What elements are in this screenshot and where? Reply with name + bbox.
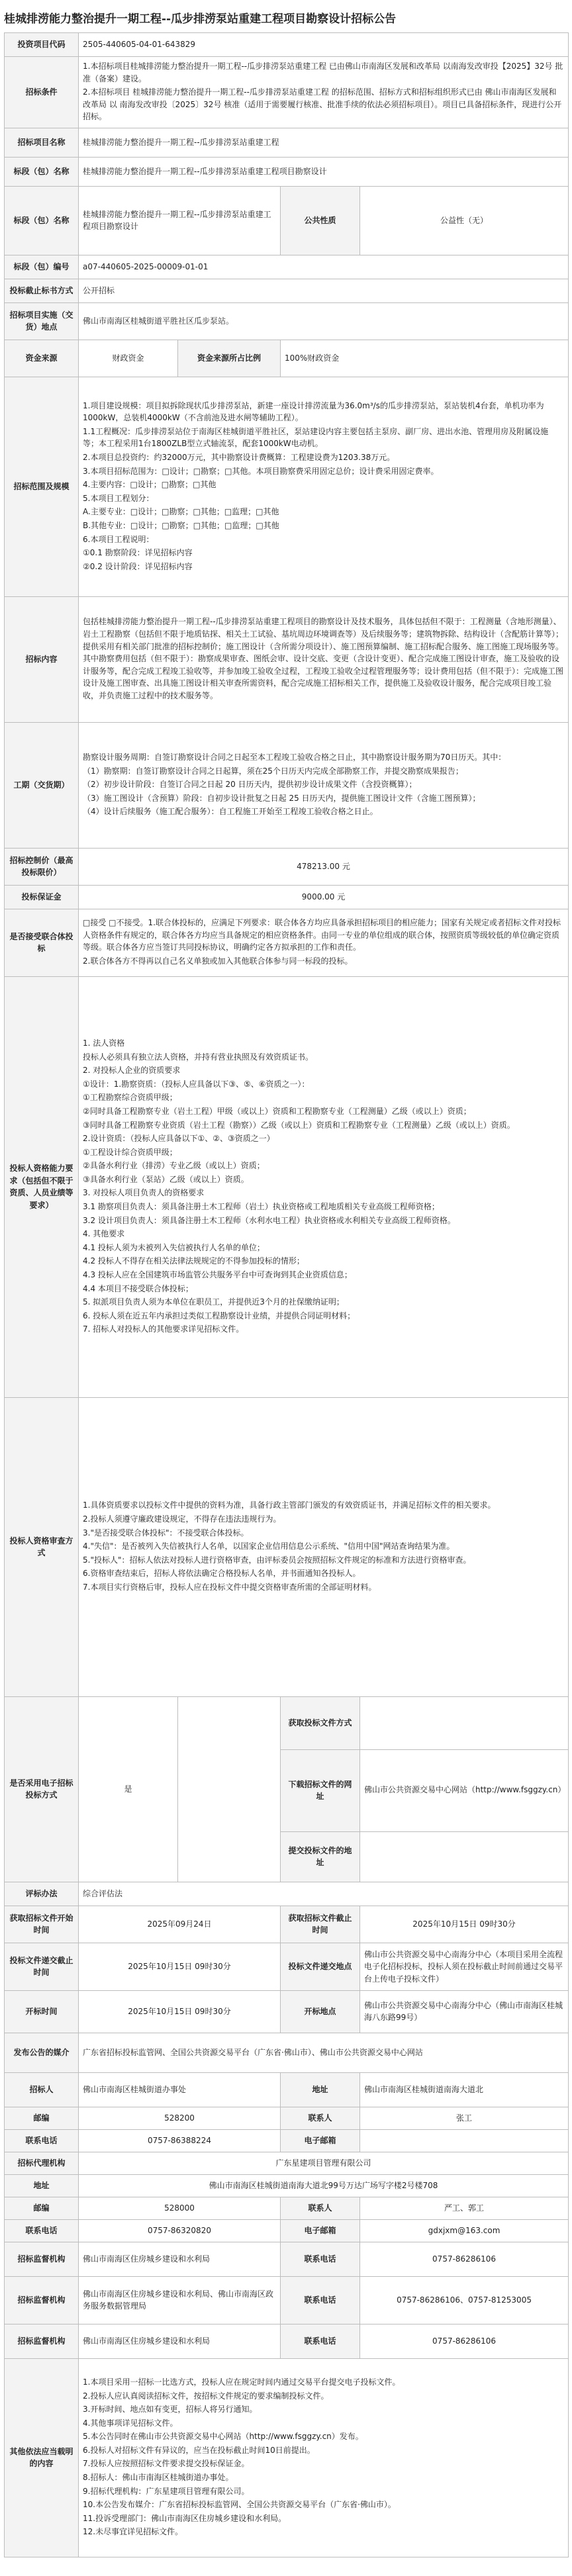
tenderer-email-value <box>360 2129 569 2152</box>
tender-method-label: 投标截止标书方式 <box>5 279 79 302</box>
scope-line: A.主要专业：□设计；□勘察；□其他；□监理；□其他 <box>83 507 279 517</box>
location-label: 招标项目实施（交货）地点 <box>5 302 79 340</box>
qualification-line: 3.1 勘察项目负责人：须具备注册土木工程师（岩土）执业资格或工程地质相关专业高级工程师资格； <box>83 1202 440 1212</box>
qualification-line: 3.2 设计项目负责人：须具备注册土木工程师（水利水电工程）执业资格或水利相关专业高级工程师资格。 <box>83 1215 455 1225</box>
section-name2-label: 标段（包）名称 <box>5 186 79 255</box>
tenderer-phone-value: 0757-86388224 <box>79 2129 281 2152</box>
project-name-value: 桂城排涝能力整治提升一期工程--瓜步排涝泵站重建工程 <box>79 128 569 157</box>
e-bid-blank <box>178 1696 281 1882</box>
tender-condition-line: 2.本招标项目 桂城排涝能力整治提升一期工程--瓜步排涝泵站重建工程 的招标范围、招标方式和招标组织形式已由 佛山市南海区发展和改革局 以 南海发改审投〔2025〕32号 核准（适用于需要履行核准、批准手续的依法必须招标项目）。项目已具备招标条件，现进行公开招标。 <box>83 87 562 122</box>
agency-label: 招标代理机构 <box>5 2152 79 2174</box>
scope-line: ①0.1 勘察阶段：详见招标内容 <box>83 548 193 558</box>
other-line: 2.投标人应认真阅读招标文件，按招标文件规定的要求编制投标文件。 <box>83 2391 329 2401</box>
tender-condition-line: 1.本招标项目桂城排涝能力整治提升一期工程--瓜步排涝泵站重建工程 已由佛山市南海区发展和改革局 以南海发改审投【2025】32号 批准（备案）建设。 <box>83 62 563 83</box>
scope-line: ②0.2 设计阶段：详见招标内容 <box>83 561 193 571</box>
row-fund <box>5 340 569 377</box>
evaluation-line: 6.资格审查结束后，招标人将依法确定合格投标人名单，并书面通知各投标人。 <box>83 1569 361 1579</box>
consortium-line: 2.联合体各方不得再以自己名义单独或加入其他联合体参与同一标段的投标。 <box>83 956 353 966</box>
section-code-label: 标段（包）编号 <box>5 255 79 279</box>
media-label: 发布公告的媒介 <box>5 2033 79 2072</box>
section-code-value: a07-440605-2025-00009-01-01 <box>79 255 569 279</box>
row-project-code <box>5 33 569 57</box>
evaluation-line: 3."是否接受联合体投标"：不接受联合体投标。 <box>83 1528 249 1538</box>
doc-end-value: 2025年10月15日 09时30分 <box>360 1906 569 1943</box>
submit-time-value: 2025年10月15日 09时30分 <box>79 1943 281 1990</box>
qualification-line: 4.2 投标人不得存在相关法律法规规定的不得参加投标的情形； <box>83 1256 305 1266</box>
evaluation-line: 5."投标人"：招标人依法对投标人进行资格审查，由评标委员会按照招标文件规定的标准和方法进行资格审查。 <box>83 1555 471 1565</box>
qualification-line: ②具备水利行业（排涝）专业乙级（或以上）资质； <box>83 1161 265 1171</box>
row-submit-time <box>5 1943 569 1990</box>
public-service-label: 公共性质 <box>281 186 360 255</box>
deposit-label: 投标保证金 <box>5 885 79 909</box>
supervisor3-label: 招标监督机构 <box>5 2324 79 2358</box>
qualification-line: 4.1 投标人须为未被列入失信被执行人名单的单位； <box>83 1242 265 1252</box>
agency-value: 广东星建项目管理有限公司 <box>79 2152 569 2174</box>
tender-conditions-value <box>79 57 569 128</box>
agency-email-label: 电子邮箱 <box>281 2219 360 2242</box>
supervisor3-phone-value: 0757-86286106 <box>360 2324 569 2358</box>
scope-label: 招标范围及规模 <box>5 377 79 596</box>
row-consortium <box>5 909 569 976</box>
schedule-line: （1）勘察期：自签订勘察设计合同之日起算，须在25个日历天内完成全部勘察工作，并提交勘察成果报告； <box>83 766 463 776</box>
scope-line: 4.主要内容：□设计；□勘察；□其他 <box>83 480 216 490</box>
qualification-line: 4.4 本项目不接受联合体投标； <box>83 1283 193 1293</box>
open-place-value: 佛山市公共资源交易中心南海分中心（佛山市南海区桂城海八东路99号） <box>360 1990 569 2033</box>
agency-zip-value: 528000 <box>79 2197 281 2219</box>
consortium-value <box>79 909 569 976</box>
row-qualifications <box>5 976 569 1397</box>
tenderer-zip-label: 邮编 <box>5 2107 79 2129</box>
row-evaluation <box>5 1397 569 1696</box>
scope-line: 1.项目建设规模：项目拟拆除现状瓜步排涝泵站，新建一座设计排涝流量为36.0m³/s的瓜步排涝泵站，泵站装机4台套，单机功率为1000kW，总装机4000kW（不含前池及进水闸等辅助工程）。 <box>83 400 544 423</box>
other-line: 9.招标代理机构：广东星建项目管理有限公司。 <box>83 2486 250 2496</box>
row-agency <box>5 2152 569 2174</box>
other-value <box>79 2358 569 2557</box>
fund-value: 财政资金 <box>79 340 178 377</box>
location-value: 佛山市南海区桂城街道平胜社区瓜步泵站。 <box>79 302 569 340</box>
tenderer-contact-value: 张工 <box>360 2107 569 2129</box>
qualification-line: 7. 招标人对投标人的其他要求详见招标文件。 <box>83 1324 244 1334</box>
doc-start-label: 获取招标文件开始时间 <box>5 1906 79 1943</box>
doc-start-value: 2025年09月24日 <box>79 1906 281 1943</box>
section-name-value: 桂城排涝能力整治提升一期工程--瓜步排涝泵站重建工程项目勘察设计 <box>79 157 569 186</box>
row-tenderer <box>5 2072 569 2107</box>
tender-method-value: 公开招标 <box>79 279 569 302</box>
evaluation-line: 4."失信"：是否被列入失信被执行人名单，以国家企业信用信息公示系统、"信用中国"网站查询结果为准。 <box>83 1541 455 1551</box>
open-place-label: 开标地点 <box>281 1990 360 2033</box>
tenderer-value: 佛山市南海区桂城街道办事处 <box>79 2072 281 2107</box>
e-bid-label: 是否采用电子招标投标方式 <box>5 1696 79 1882</box>
qualification-line: 2. 对投标人企业的资质要求 <box>83 1066 181 1076</box>
review-method-label: 评标办法 <box>5 1882 79 1906</box>
qualifications-label: 投标人资格能力要求（包括但不限于资质、人员业绩等要求） <box>5 976 79 1397</box>
tenderer-addr-value: 佛山市南海区桂城街道南海大道北 <box>360 2072 569 2107</box>
row-tenderer-zip <box>5 2107 569 2129</box>
qualification-line: 4.3 投标人应在全国建筑市场监管公共服务平台中可查询到其企业资质信息； <box>83 1270 352 1280</box>
row-schedule <box>5 722 569 848</box>
supervisor2-label: 招标监督机构 <box>5 2276 79 2324</box>
agency-phone-value: 0757-86320820 <box>79 2219 281 2242</box>
other-line: 12.未尽事宜详见招标文件。 <box>83 2527 183 2537</box>
scope-value <box>79 377 569 596</box>
page-title: 桂城排涝能力整治提升一期工程--瓜步排涝泵站重建工程项目勘察设计招标公告 <box>4 13 397 26</box>
scope-line: B.其他专业：□设计；□勘察；□其他；□监理；□其他 <box>83 520 279 530</box>
open-time-value: 2025年10月15日 09时30分 <box>79 1990 281 2033</box>
agency-addr-label: 地址 <box>5 2174 79 2197</box>
tender-conditions-label: 招标条件 <box>5 57 79 128</box>
row-review-method <box>5 1882 569 1906</box>
review-method-value: 综合评估法 <box>79 1882 569 1906</box>
fund-ratio-label: 资金来源所占比例 <box>178 340 281 377</box>
e-bid-platform-line: 佛山市公共资源交易中心网站（http://www.fsggzy.cn） <box>364 1785 566 1795</box>
other-line: 1.本项目采用一招标一比选方式，投标人应在规定时间内通过交易平台提交电子投标文件。 <box>83 2377 401 2387</box>
schedule-line: （3）施工图设计（含预算）阶段：自初步设计批复之日起 25 日历天内，提供施工图设计文件（含施工图预算）； <box>83 793 481 803</box>
qualification-line: 6. 投标人须在近五年内承担过类似工程勘察设计业绩，并提供合同证明材料； <box>83 1311 356 1320</box>
row-section-name <box>5 157 569 186</box>
consortium-label: 是否接受联合体投标 <box>5 909 79 976</box>
control-price-value: 478213.00 元 <box>79 848 569 885</box>
doc-end-label: 获取招标文件截止时间 <box>281 1906 360 1943</box>
row-supervisor-2 <box>5 2276 569 2324</box>
row-other <box>5 2358 569 2557</box>
qualification-line: 2.设计资质：（投标人应具备以下①、②、③资质之一） <box>83 1134 275 1144</box>
other-line: 5.本公告同时在佛山市公共资源交易中心网站（http://www.fsggzy.cn）发布。 <box>83 2432 363 2442</box>
submit-time-label: 投标文件递交截止时间 <box>5 1943 79 1990</box>
evaluation-value <box>79 1397 569 1696</box>
qualification-line: ②同时具备工程勘察专业（岩土工程）甲级（或以上）资质和工程勘察专业（工程测量）乙级（或以上）资质； <box>83 1106 471 1116</box>
row-deposit <box>5 885 569 909</box>
control-price-label: 招标控制价（最高投标限价） <box>5 848 79 885</box>
qualification-line: ①设计：1.勘察资质：（投标人应具备以下③、⑤、⑥资质之一）： <box>83 1079 310 1089</box>
media-value: 广东省招标投标监管网、全国公共资源交易平台（广东省·佛山市）、佛山市公共资源交易中心网站 <box>79 2033 569 2072</box>
other-line: 10.本公告发布媒介：广东省招标投标监管网、全国公共资源交易平台（广东省·佛山市）。 <box>83 2500 396 2510</box>
consortium-line: □接受 □不接受。1.联合体投标的，应满足下列要求：联合体各方均应具备承担招标项目的相应能力；国家有关规定或者招标文件对投标人资格条件有规定的，联合体各方均应当具备规定的相应资格条件。由同一专业的单位组成的联合体，按照资质等级较低的单位确定资质等级。联合体各方应当签订共同投标协议，明确约定各方拟承担的工作和责任。 <box>83 918 561 952</box>
row-control-price <box>5 848 569 885</box>
scope-line: 6.本项目工程说明： <box>83 534 154 544</box>
row-scope <box>5 377 569 596</box>
row-supervisor-3 <box>5 2324 569 2358</box>
section-name-label: 标段（包）名称 <box>5 157 79 186</box>
qualification-line: ①工程勘察综合资质甲级； <box>83 1093 177 1103</box>
qualification-line: 投标人必须具有独立法人资格，并持有营业执照及有效资质证书。 <box>83 1052 314 1062</box>
schedule-label: 工期（交货期） <box>5 722 79 848</box>
tenderer-addr-label: 地址 <box>281 2072 360 2107</box>
tenderer-label: 招标人 <box>5 2072 79 2107</box>
qualification-line: 3. 对投标人项目负责人的资格要求 <box>83 1188 205 1198</box>
agency-addr-value: 佛山市南海区桂城街道南海大道北99号万达广场写字楼2号楼708 <box>79 2174 569 2197</box>
schedule-value <box>79 722 569 848</box>
scope-line: 2.本项目总投资约：约32000万元，其中勘察设计费概算：工程建设费为1203.38万元。 <box>83 452 395 462</box>
schedule-line: （2）初步设计阶段：自签订合同之日起 20 日历天内，提供初步设计成果文件（含投资概算）； <box>83 780 417 790</box>
supervisor1-label: 招标监督机构 <box>5 2242 79 2276</box>
content-label: 招标内容 <box>5 596 79 722</box>
agency-email-value: gdxjxm@163.com <box>360 2219 569 2242</box>
e-bid-tool-label: 获取投标文件方式 <box>281 1696 360 1749</box>
supervisor1-value: 佛山市南海区住房城乡建设和水利局 <box>79 2242 281 2276</box>
qualification-line: 5. 拟派项目负责人须为本单位在职员工，并提供近3个月的社保缴纳证明； <box>83 1297 344 1307</box>
supervisor1-phone-value: 0757-86286106 <box>360 2242 569 2276</box>
supervisor2-value: 佛山市南海区住房城乡建设和水利局、佛山市南海区政务服务数据管理局 <box>79 2276 281 2324</box>
fund-label: 资金来源 <box>5 340 79 377</box>
public-service-value: 公益性（无） <box>360 186 569 255</box>
row-content <box>5 596 569 722</box>
tenderer-zip-value: 528200 <box>79 2107 281 2129</box>
other-line: 8.招标人：佛山市南海区桂城街道办事处。 <box>83 2473 234 2483</box>
agency-phone-label: 联系电话 <box>5 2219 79 2242</box>
evaluation-line: 1.具体资质要求以投标文件中提供的资料为准，具备行政主管部门颁发的有效资质证书，并满足招标文件的相关要求。 <box>83 1500 496 1510</box>
row-section-public <box>5 186 569 255</box>
qualification-line: ③同时具备工程勘察专业资质（岩土工程（勘察））乙级（或以上）资质和工程勘察专业（工程测量）乙级（或以上）资质。 <box>83 1120 515 1130</box>
deposit-value: 9000.00 元 <box>79 885 569 909</box>
submit-place-value: 佛山市公共资源交易中心南海分中心（本项目采用全流程电子化招标投标，投标人须在投标截止时间前通过交易平台上传电子投标文件） <box>360 1943 569 1990</box>
project-code-label: 投资项目代码 <box>5 33 79 57</box>
e-bid-value: 是 <box>79 1696 178 1882</box>
schedule-line: （4）设计后续服务（施工配合服务）：自工程施工开始至工程竣工验收合格之日止。 <box>83 807 378 817</box>
e-bid-submit-label: 提交投标文件的地址 <box>281 1831 360 1882</box>
announcement-table <box>4 32 569 2557</box>
agency-zip-label: 邮编 <box>5 2197 79 2219</box>
tenderer-phone-label: 联系电话 <box>5 2129 79 2152</box>
row-location <box>5 302 569 340</box>
tenderer-email-label: 电子邮箱 <box>281 2129 360 2152</box>
row-project-name <box>5 128 569 157</box>
qualification-line: ①工程设计综合资质甲级； <box>83 1147 177 1157</box>
e-bid-submit-value <box>360 1831 569 1882</box>
row-section-code <box>5 255 569 279</box>
content-line: 包括桂城排涝能力整治提升一期工程--瓜步排涝泵站重建工程项目的勘察设计及技术服务，具体包括但不限于：工程测量（含地形测量）、岩土工程勘察（包括但不限于地质钻探、相关土工试验、基坑周边环境调查等）及后续服务等；建筑物拆除、结构设计（含配筋计算等）；提供采用有相关部门批准的招标控制价；施工图设计（含所需分项设计）、施工图预算编制、施工招标配合服务、施工图施工现场服务等。其中勘察费用包括（但不限于）：勘察成果审查、图纸会审、设计交底、变更（含设计变更）、配合完成施工图设计审查，施工及验收的设计服务等，配合完成工程竣工验收等，并参加竣工验收全过程，工程竣工验收全过程管理服务等；设计费用包括（但不限于）：完成施工图设计及施工图审查、出具施工图设计相关审查所需资料，配合完成施工招标相关工作，提供施工及验收设计服务，配合完成项目竣工验收，并负责施工过程中的技术服务等。 <box>83 617 564 700</box>
row-open-time <box>5 1990 569 2033</box>
row-tenderer-phone <box>5 2129 569 2152</box>
evaluation-line: 7.本项目实行资格后审，投标人应在投标文件中提交资格审查所需的全部证明材料。 <box>83 1582 377 1592</box>
project-name-label: 招标项目名称 <box>5 128 79 157</box>
row-doc-time <box>5 1906 569 1943</box>
supervisor3-value: 佛山市南海区住房城乡建设和水利局 <box>79 2324 281 2358</box>
row-agency-phone <box>5 2219 569 2242</box>
qualification-line: 1. 法人资格 <box>83 1038 125 1048</box>
supervisor2-phone-value: 0757-86286106、0757-81253005 <box>360 2276 569 2324</box>
supervisor3-phone-label: 联系电话 <box>281 2324 360 2358</box>
row-tender-method <box>5 279 569 302</box>
row-media <box>5 2033 569 2072</box>
section-name2-value: 桂城排涝能力整治提升一期工程--瓜步排涝泵站重建工程项目勘察设计 <box>79 186 281 255</box>
e-bid-platform-label: 下载招标文件的网址 <box>281 1749 360 1831</box>
content-value <box>79 596 569 722</box>
evaluation-line: 2.投标人须遵守廉政建设规定，不得存在违法违规行为。 <box>83 1514 281 1524</box>
project-code-value: 2505-440605-04-01-643829 <box>79 33 569 57</box>
row-supervisor-1 <box>5 2242 569 2276</box>
row-tender-conditions <box>5 57 569 128</box>
schedule-line: 勘察设计服务周期：自签订勘察设计合同之日起至本工程竣工验收合格之日止，其中勘察设计服务期为70日历天。其中： <box>83 752 506 762</box>
qualification-line: ③具备水利行业（泵站）乙级（或以上）资质。 <box>83 1174 249 1184</box>
tenderer-contact-label: 联系人 <box>281 2107 360 2129</box>
qualification-line: 4. 其他要求 <box>83 1229 125 1239</box>
e-bid-tool-value <box>360 1696 569 1749</box>
fund-ratio-value: 100%财政资金 <box>281 340 569 377</box>
e-bid-platform-value <box>360 1749 569 1831</box>
other-line: 7.投标人应按照招标文件要求提交投标保证金。 <box>83 2459 250 2469</box>
row-e-bid-1 <box>5 1696 569 1749</box>
row-agency-addr <box>5 2174 569 2197</box>
other-line: 4.其他事项详见招标文件。 <box>83 2418 178 2428</box>
other-line: 11.投诉受理部门：佛山市南海区住房城乡建设和水利局。 <box>83 2513 287 2523</box>
other-label: 其他依法应当载明的内容 <box>5 2358 79 2557</box>
agency-contact-value: 严工、郭工 <box>360 2197 569 2219</box>
evaluation-label: 投标人资格审查方式 <box>5 1397 79 1696</box>
other-line: 6.投标人对招标文件有异议的，应当在投标截止时间10日前提出。 <box>83 2445 315 2455</box>
agency-contact-label: 联系人 <box>281 2197 360 2219</box>
scope-line: 1.1工程概况：瓜步排涝泵站位于南海区桂城街道平胜社区，泵站建设内容主要包括主泵房、副厂房、进出水池、管理用房及附属设施等；本工程采用1台1800ZLB型立式轴流泵，配套1000kW电动机。 <box>83 426 549 449</box>
supervisor2-phone-label: 联系电话 <box>281 2276 360 2324</box>
scope-line: 5.本项目工程划分： <box>83 493 154 503</box>
submit-place-label: 投标文件递交地点 <box>281 1943 360 1990</box>
supervisor1-phone-label: 联系电话 <box>281 2242 360 2276</box>
scope-line: 3.本项目招标范围为：□设计；□勘察；□其他。本项目勘察费采用固定总价；设计费采用固定费率。 <box>83 466 439 476</box>
other-line: 3.开标时间、地点如有变更，招标人将另行通知。 <box>83 2405 258 2415</box>
row-agency-zip <box>5 2197 569 2219</box>
qualifications-value <box>79 976 569 1397</box>
open-time-label: 开标时间 <box>5 1990 79 2033</box>
